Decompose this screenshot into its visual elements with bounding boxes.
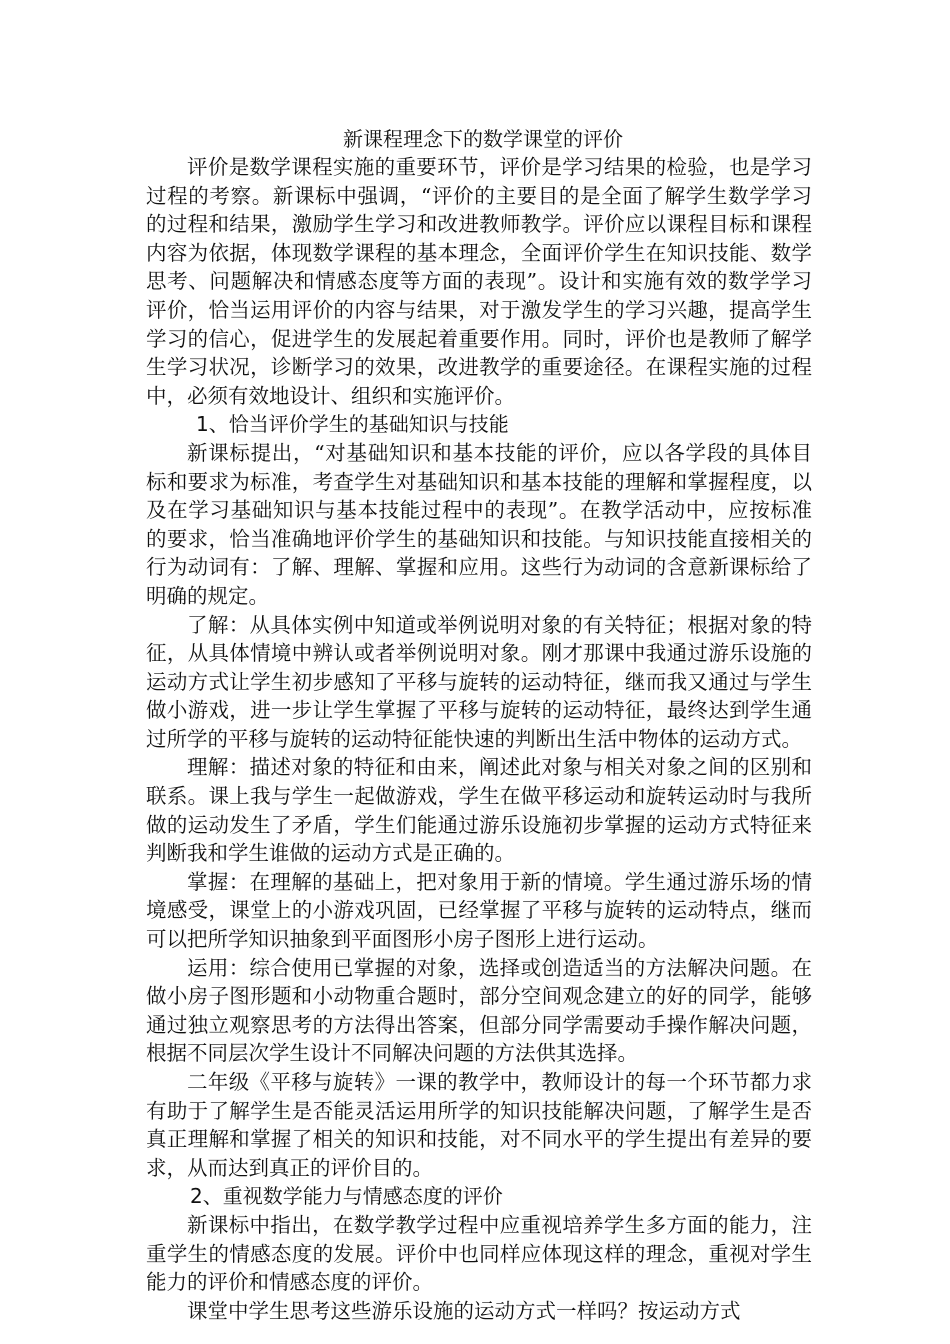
- document-page: [146, 126, 812, 1325]
- paragraph-lesson-example: 二年级《平移与旋转》一课的教学中，教师设计的每一个环节都力求有助于了解学生是否能灵活运用所学的知识技能解决问题，了解学生是否真正理解和掌握了相关的知识和技能，对不同水平的学生提出有差异的要求，从而达到真正的评价目的。: [146, 1070, 812, 1180]
- paragraph-ability: 新课标中指出，在数学教学过程中应重视培养学生多方面的能力，注重学生的情感态度的发展。评价中也同样应体现这样的理念，重视对学生能力的评价和情感态度的评价。: [146, 1212, 812, 1295]
- paragraph-understand-basic: 了解：从具体实例中知道或举例说明对象的有关特征；根据对象的特征，从具体情境中辨认或者举例说明对象。刚才那课中我通过游乐设施的运动方式让学生初步感知了平移与旋转的运动特征，继而我又通过与学生做小游戏，进一步让学生掌握了平移与旋转的运动特征，最终达到学生通过所学的平移与旋转的运动特征能快速的判断出生活中物体的运动方式。: [146, 612, 812, 751]
- paragraph-classroom: 课堂中学生思考这些游乐设施的运动方式一样吗？按运动方式: [187, 1298, 741, 1323]
- paragraph-apply: 运用：综合使用已掌握的对象，选择或创造适当的方法解决问题。在做小房子图形题和小动物重合题时，部分空间观念建立的好的同学，能够通过独立观察思考的方法得出答案，但部分同学需要动手操作解决问题，根据不同层次学生设计不同解决问题的方法供其选择。: [146, 955, 812, 1066]
- paragraph-master: 掌握：在理解的基础上，把对象用于新的情境。学生通过游乐场的情境感受，课堂上的小游戏巩固，已经掌握了平移与旋转的运动特点，继而可以把所学知识抽象到平面图形小房子图形上进行运动。: [146, 869, 812, 952]
- paragraph-comprehend: 理解：描述对象的特征和由来，阐述此对象与相关对象之间的区别和联系。课上我与学生一起做游戏，学生在做平移运动和旋转运动时与我所做的运动发生了矛盾，学生们能通过游乐设施初步掌握的运动方式特征来判断我和学生谁做的运动方式是正确的。: [146, 755, 812, 866]
- section-heading-1: 1、恰当评价学生的基础知识与技能: [196, 412, 509, 437]
- section-heading-2: 2、重视数学能力与情感态度的评价: [190, 1184, 503, 1209]
- document-title: 新课程理念下的数学课堂的评价: [343, 127, 623, 151]
- paragraph-intro: 评价是数学课程实施的重要环节，评价是学习结果的检验，也是学习过程的考察。新课标中强调，“评价的主要目的是全面了解学生数学学习的过程和结果，激励学生学习和改进教师教学。评价应以课程目标和课程内容为依据，体现数学课程的基本理念，全面评价学生在知识技能、数学思考、问题解决和情感态度等方面的表现”。设计和实施有效的数学学习评价，恰当运用评价的内容与结果，对于激发学生的学习兴趣，提高学生学习的信心，促进学生的发展起着重要作用。同时，评价也是教师了解学生学习状况，诊断学习的效果，改进教学的重要途径。在课程实施的过程中，必须有效地设计、组织和实施评价。: [146, 155, 812, 408]
- paragraph-standard: 新课标提出，“对基础知识和基本技能的评价，应以各学段的具体目标和要求为标准，考查学生对基础知识和基本技能的理解和掌握程度，以及在学习基础知识与基本技能过程中的表现”。在教学活动中，应按标准的要求，恰当准确地评价学生的基础知识和技能。与知识技能直接相关的行为动词有：了解、理解、掌握和应用。这些行为动词的含意新课标给了明确的规定。: [146, 440, 812, 608]
